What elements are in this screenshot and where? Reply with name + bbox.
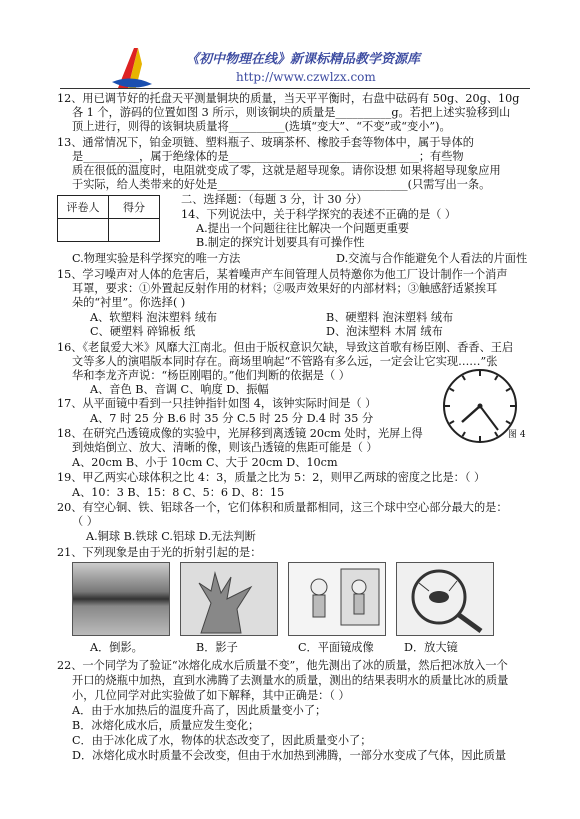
shadow-hand-icon	[181, 563, 277, 635]
q21-option-d: D．放大镜	[404, 641, 458, 654]
q12-line1: 12、用已调节好的托盘天平测量铜块的质量，当天平平衡时，右盘中砝码有 50g、20g、10g	[57, 92, 520, 105]
q15-line2: 耳罩，要求：①外置起反射作用的材料；②吸声效果好的内部材料；③触感舒适紧挨耳	[72, 282, 498, 295]
q22-option-c: C．由于冰化成了水，物体的状态改变了，因此质量变小了；	[72, 734, 372, 747]
q13-line2: 是__________，属于绝缘体的是__________________________________；有些物	[72, 150, 464, 163]
q15-option-c: C、硬塑料 碎锦板 纸	[90, 325, 196, 338]
q14-option-a: A.提出一个问题往往比解决一个问题更重要	[196, 222, 410, 235]
q14-option-c: C.物理实验是科学探究的唯一方法	[72, 252, 241, 265]
q20-paren: （ ）	[72, 515, 98, 528]
section-2-heading: 二、选择题：（每题 3 分，计 30 分）	[181, 193, 368, 206]
q22-line1: 22、一个同学为了验证“冰熔化成水后质量不变”，他先测出了冰的质量，然后把冰放入一个	[57, 659, 508, 672]
q16-options: A、音色 B、音调 C、响度 D、振幅	[90, 383, 269, 396]
q22-option-d: D．冰熔化成水时质量不会改变，但由于水加热到沸腾，一部分水变成了气体，因此质量	[72, 749, 507, 762]
header-title: 《初中物理在线》新课标精品教学资源库	[186, 52, 421, 67]
q20-stem: 20、有空心铜、铁、铝球各一个，它们体积和质量都相同，这三个球中空心部分最大的是：	[57, 501, 508, 514]
q13-line4: 于实际，给人类带来的好处是__________________________________(只需写出一条。	[72, 178, 491, 191]
q21-option-c: C．平面镜成像	[298, 641, 374, 654]
q17-stem: 17、从平面镜中看到一只挂钟指针如图 4，该钟实际时间是（ ）	[57, 397, 377, 410]
q22-line2: 开口的烧瓶中加热，直到水沸腾了去测量水的质量，测出的结果表明水的质量比冰的质量	[72, 674, 509, 687]
q16-line2: 文等多人的演唱版本同时存在。商场里响起“不管路有多么远，一定会让它实现……”张	[72, 355, 498, 368]
q13-line3: 质在很低的温度时，电阻就变成了零，这就是超导现象。请你设想 如果将超导现象应用	[72, 164, 501, 177]
q15-option-d: D、泡沫塑料 木屑 绒布	[326, 325, 443, 338]
logo-icon	[108, 44, 154, 92]
q20-options: A.铜球 B.铁球 C.铝球 D.无法判断	[86, 530, 256, 543]
q21-option-a: A．倒影。	[90, 641, 143, 654]
q12-line3: 顶上进行，则得的该铜块质量将__________(选填“变大”、“不变”或“变小”)。	[72, 120, 451, 133]
q13-line1: 13、通常情况下，铂金项链、塑料瓶子、玻璃茶杯、橡胶手套等物体中，属于导体的	[57, 136, 474, 149]
q15-line1: 15、学习噪声对人体的危害后，某着噪声产车间管理人员特邀你为他工厂设计制作一个消声	[57, 268, 508, 281]
q15-option-a: A、软塑料 泡沫塑料 绒布	[90, 311, 218, 324]
q15-line3: 朵的“衬里”。你选择( )	[72, 296, 186, 309]
score-table	[57, 195, 160, 242]
score-cell[interactable]	[109, 219, 160, 242]
magnifier-icon	[397, 563, 493, 635]
q14-option-d: D.交流与合作能避免个人看法的片面性	[336, 252, 528, 265]
mirror-picture	[288, 562, 386, 636]
grader-label: 评卷人	[58, 196, 109, 219]
q16-line3: 华和李龙齐声说：“杨臣刚唱的。”他们判断的依据是（ ）	[72, 369, 350, 382]
header-url[interactable]: http://www.czwlzx.com	[236, 70, 376, 84]
grader-cell[interactable]	[58, 219, 109, 242]
q22-option-a: A．由于水加热后的温度升高了，因此质量变小了；	[72, 704, 327, 717]
q21-stem: 21、下列现象是由于光的折射引起的是：	[57, 546, 262, 559]
header-logo	[108, 44, 154, 92]
q22-line3: 小，几位同学对此实验做了如下解释，其中正确是：（ ）	[72, 689, 350, 702]
header-rule	[60, 88, 530, 89]
q12-line2: 各 1 个，游码的位置如图 3 所示，则该铜块的质量是__________g。若把上述实验移到山	[72, 106, 511, 119]
q19-options: A、10：3 B、15：8 C、5：6 D、8：15	[72, 486, 285, 499]
q16-line1: 16、《老鼠爱大米》风靡大江南北。但由于版权意识欠缺，导致这首歌有杨臣刚、香香、王启	[57, 341, 514, 354]
mirror-children-icon	[289, 563, 385, 635]
q22-option-b: B．冰熔化成水后，质量应发生变化；	[72, 719, 260, 732]
figure-4-label: 图 4	[508, 430, 526, 440]
q18-options: A、20cm B、小于 10cm C、大于 20cm D、10cm	[72, 456, 338, 469]
magnifier-picture	[396, 562, 494, 636]
q14-stem: 14、下列说法中，关于科学探究的表述不正确的是（ ）	[181, 208, 457, 221]
q14-option-b: B.制定的探究计划要具有可操作性	[196, 236, 365, 249]
q19-stem: 19、甲乙两实心球体积之比 4：3，质量之比为 5：2，则甲乙两球的密度之比是：（ ）	[57, 471, 486, 484]
q21-option-b: B．影子	[196, 641, 238, 654]
q18-line1: 18、在研究凸透镜成像的实验中，光屏移到离透镜 20cm 处时，光屏上得	[57, 427, 423, 440]
score-label: 得分	[109, 196, 160, 219]
q17-options: A、7 时 25 分 B.6 时 35 分 C.5 时 25 分 D.4 时 35 分	[90, 412, 374, 425]
shadow-picture	[180, 562, 278, 636]
reflection-photo	[72, 562, 170, 636]
q15-option-b: B、硬塑料 泡沫塑料 绒布	[326, 311, 454, 324]
q18-line2: 到烛焰倒立、放大、清晰的像，则该凸透镜的焦距可能是（ ）	[72, 441, 378, 454]
